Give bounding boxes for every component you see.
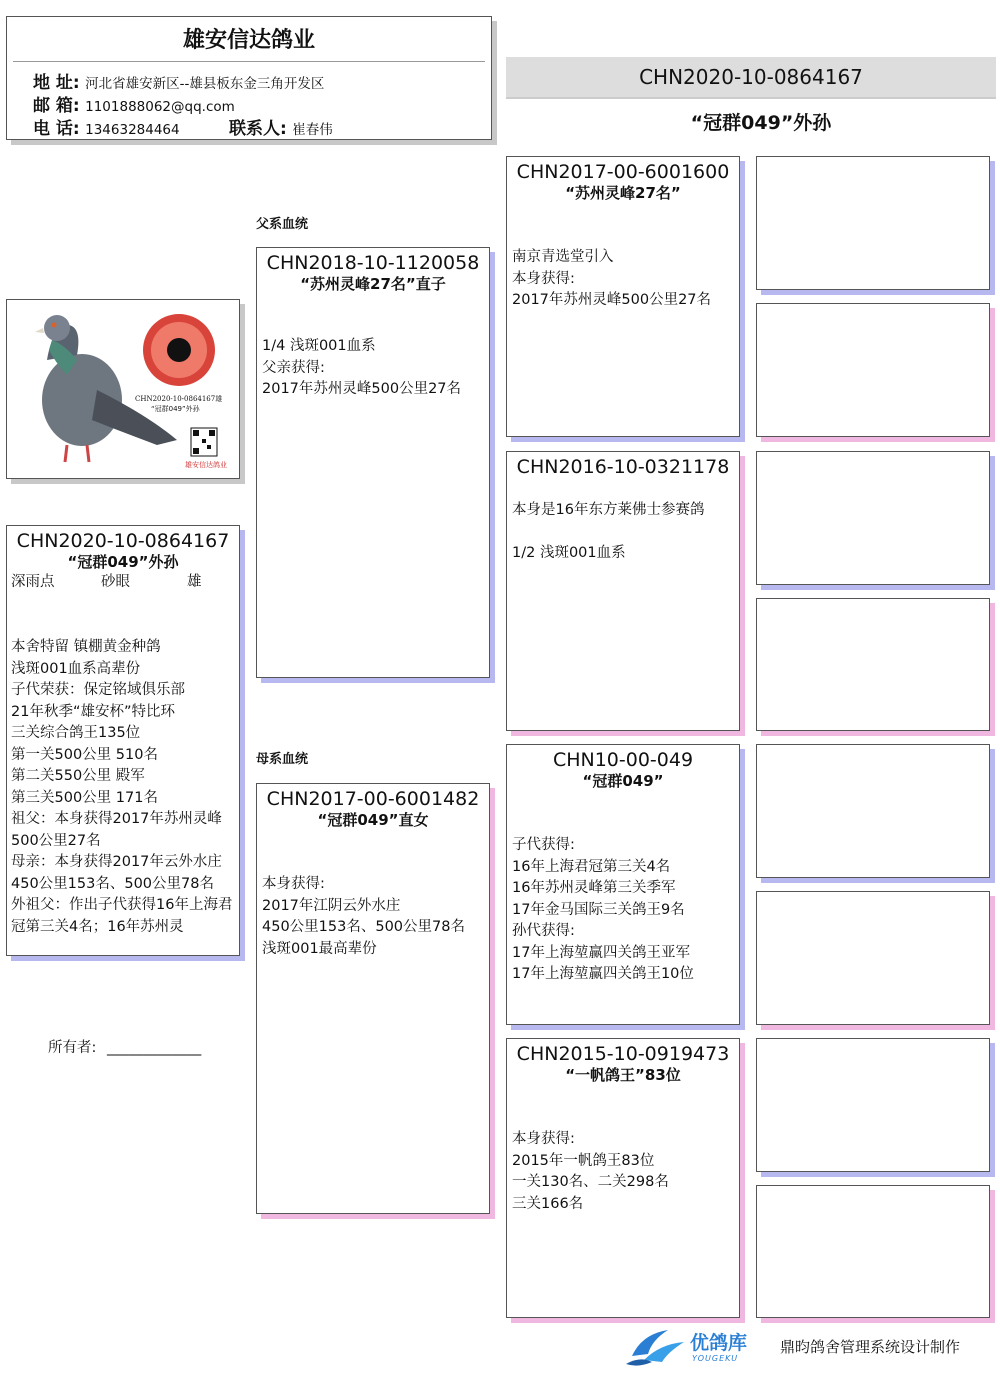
dam-line-label: 母系血统 [256,752,309,767]
subject-description: 本舍特留 镇棚黄金种鸽 浅斑001血系高辈份 子代荣获：保定铭域俱乐部 21年秋季“雄安杯”特比环 三关综合鸽王135位 第一关500公里 510名 第二关550公里 殿军 第三关500公里 171名 祖父：本身获得2017年苏州灵峰500公里27名 母亲：本身获得2017年云外水庄450公里153名、500公里78名 外祖父：作出子代获得16年上海君冠第三关4名；16年苏州灵 [11,639,233,935]
gp2-ring: CHN2016-10-0321178 [516,456,730,478]
dam-ring: CHN2017-00-6001482 [266,788,480,810]
pigeon-photo [6,299,240,479]
subject-card [6,525,240,956]
loft-info-card [6,16,492,140]
sire-ring: CHN2018-10-1120058 [266,252,480,274]
phone-value[interactable]: 13463284464 [85,122,180,138]
address-value: 河北省雄安新区--雄县板东金三角开发区 [85,76,325,92]
owner-line: _____________ [107,1040,202,1056]
owner-field[interactable] [48,1036,201,1057]
sire-card [256,247,490,678]
gp3-nickname: “冠群049” [582,772,664,790]
brand-name-cn: 优鸽库 [690,1332,748,1354]
loft-divider [13,61,485,62]
gp3-description: 子代获得: 16年上海君冠第三关4名 16年苏州灵峰第三关季军 17年金马国际三关鸽王9名 孙代获得: 17年上海堃赢四关鸽王亚军 17年上海堃赢四关鸽王10位 [512,837,694,982]
great-grandparent-5 [756,744,990,878]
owner-label: 所有者: [48,1040,97,1056]
photo-logo-text: 雄安信达鸽业 [185,461,227,469]
great-grandparent-3 [756,451,990,585]
sire-line-label: 父系血统 [256,217,309,232]
gp2-description: 本身是16年东方莱佛士参赛鸽 1/2 浅斑001血系 [512,502,705,561]
sire-nickname: “苏州灵峰27名”直子 [300,275,446,293]
gp1-description: 南京青选堂引入 本身获得: 2017年苏州灵峰500公里27名 [512,249,712,308]
phone-label: 电 话: [33,119,80,139]
gp1-nickname: “苏州灵峰27名” [565,184,681,202]
gp4-ring: CHN2015-10-0919473 [516,1043,730,1065]
sire-description: 1/4 浅斑001血系 父亲获得: 2017年苏州灵峰500公里27名 [262,338,462,397]
brand-logo-icon [622,1326,688,1368]
gp3-ring: CHN10-00-049 [552,749,694,771]
subject-nickname: “冠群049”外孙 [67,553,179,571]
pigeon-illustration [7,300,239,478]
email-value[interactable]: 1101888062@qq.com [85,99,235,115]
granddam-paternal-card [506,451,740,731]
address-label: 地 址: [33,73,80,93]
granddam-maternal-card [506,1038,740,1318]
subject-eye: 砂眼 [101,574,130,590]
great-grandparent-8 [756,1185,990,1318]
great-grandparent-6 [756,891,990,1025]
dam-description: 本身获得: 2017年江阴云外水庄 450公里153名、500公里78名 浅斑001最高辈份 [262,876,465,957]
header-ring-bar [506,57,996,99]
great-grandparent-2 [756,303,990,437]
footer [622,1326,992,1372]
footer-credit: 鼎昀鸽舍管理系统设计制作 [780,1338,961,1356]
subject-ring: CHN2020-10-0864167 [16,530,230,552]
subject-sex: 雄 [187,574,202,590]
dam-nickname: “冠群049”直女 [317,811,429,829]
header-ring: CHN2020-10-0864167 [639,65,863,89]
dam-card [256,783,490,1214]
brand-name-en: YOUGEKU [692,1354,739,1363]
contact-label: 联系人: [229,119,287,139]
email-label: 邮 箱: [33,96,80,116]
grandsire-maternal-card [506,744,740,1025]
loft-name: 雄安信达鸽业 [182,28,315,53]
photo-caption-nick: “冠群049”外孙 [151,405,200,413]
subject-traits [7,572,239,593]
gp4-description: 本身获得: 2015年一帆鸽王83位 一关130名、二关298名 三关166名 [512,1131,669,1212]
gp4-nickname: “一帆鸽王”83位 [565,1066,681,1084]
great-grandparent-7 [756,1038,990,1172]
contact-value: 崔春伟 [292,122,333,138]
header-nickname: “冠群049”外孙 [690,112,832,134]
great-grandparent-1 [756,156,990,290]
subject-color: 深雨点 [11,574,55,590]
grandsire-paternal-card [506,156,740,437]
photo-caption-ring: CHN2020-10-0864167雄 [135,395,223,403]
great-grandparent-4 [756,598,990,731]
gp1-ring: CHN2017-00-6001600 [516,161,730,183]
